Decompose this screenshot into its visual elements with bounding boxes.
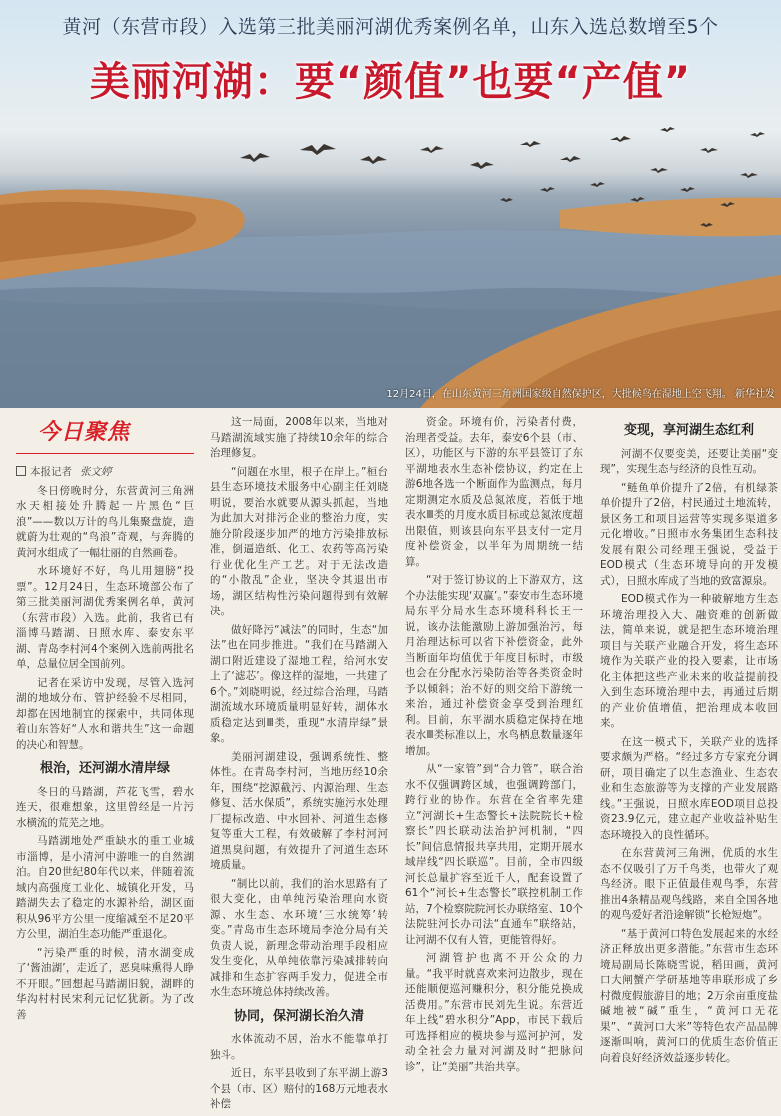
paragraph: 冬日傍晚时分，东营黄河三角洲水天相接处升腾起一片黑色“巨浪”——数以万计的鸟儿集聚盘旋，造就蔚为壮观的“鸟浪”奇观，与奔腾的黄河水组成了一幅壮丽的自然画卷。 <box>16 484 194 559</box>
column-2 <box>210 415 388 1116</box>
paragraph: “基于黄河口特色发展起来的水经济正释放出更多潜能。”东营市生态环境局副局长陈晓雪说，稻田画，黄河口大闸蟹产学研基地等串联形成了乡村微度假旅游目的地；2万余亩重度盐碱地被“碱”重生，“黄河口无花果”、“黄河口大米”等特色农产品品牌逐渐叫响，黄河口的优质生态价值正向着良好经济效益逐步转化。 <box>600 927 778 1064</box>
byline-label: 本报记者 <box>30 466 72 478</box>
paragraph: 这一局面，2008年以来，当地对马踏湖流域实施了持续10余年的综合治理修复。 <box>210 416 388 459</box>
paragraph: “制比以前，我们的治水思路有了很大变化，由单纯污染治理向水资源、水生态、水环境‘三水统筹’转变。”青岛市生态环境局李沧分局有关负责人说，新理念带动治理手段相应发生变化，从单纯依靠污染减排转向减排和生态扩容两手发力，促进全市水生态环境总体持续改善。 <box>210 877 388 998</box>
column-3 <box>405 415 583 1078</box>
headline: 美丽河湖：要“颜值”也要“产值” <box>89 59 692 105</box>
paragraph: 记者在采访中发现，尽管入选河湖的地域分布、管护经验不尽相同，却都在因地制宜的探索中，共同体现着山东答好“人水和谐共生”这一命题的决心和智慧。 <box>16 676 194 751</box>
hero-photo <box>0 0 781 408</box>
paragraph: 在这一模式下，关联产业的选择要求颇为严格。“经过多方专家充分调研，项目确定了以生态渔业、生态农业和生态旅游等为支撑的产业发展路线。”王强说，日照水库EOD项目总投资23.9亿元，建立起产业收益补贴生态环境投入的良性循环。 <box>600 735 778 841</box>
section-heading: 变现，享河湖生态红利 <box>623 423 754 438</box>
column-1 <box>16 415 194 1026</box>
paragraph: 马踏湖地处严重缺水的重工业城市淄博，是小清河中游唯一的自然湖泊。自20世纪80年代以来，伴随着流域内高强度工业化、城镇化开发，马踏湖失去了稳定的水源补给，湖区面积从96平方公里一度缩减至不足20平方公里，湖泊生态功能严重退化。 <box>16 835 194 940</box>
byline <box>16 465 194 481</box>
paragraph: “污染严重的时候，清水湖变成了‘酱油湖’，走近了，恶臭味熏得人睁不开眼。”回想起马踏湖旧貌，湖畔的华沟村村民宋利元记忆犹新。为了改善 <box>16 946 194 1021</box>
byline-box-icon <box>16 466 26 476</box>
section-heading: 根治，还河湖水清岸绿 <box>39 761 170 776</box>
paragraph: 近日，东平县收到了东平湖上游3个县（市、区）赔付的168万元地表水补偿 <box>210 1067 388 1110</box>
reed-bank-far <box>560 198 781 237</box>
byline-author: 张文婷 <box>80 466 112 478</box>
article-body <box>16 415 778 1110</box>
photo-caption: 12月24日，在山东黄河三角洲国家级自然保护区，大批候鸟在湿地上空飞翔。 新华社发 <box>386 389 775 400</box>
section-heading: 协同，保河湖长治久清 <box>233 1008 364 1024</box>
column-logo-text: 今日聚焦 <box>38 420 131 445</box>
paragraph: 水体流动不居，治水不能靠单打独斗。 <box>210 1033 388 1061</box>
paragraph: 河湖管护也离不开公众的力量。“我平时就喜欢来河边散步，现在还能顺便巡河赚积分，积分能兑换成活费用。”东营市民刘先生说。东营近年上线“碧水积分”App，市民下载后可选择相应的模块参与巡河护河，发动全社会力量对河湖及时“把脉问诊”，让“美丽”共治共享。 <box>405 952 583 1073</box>
paragraph: 水环境好不好，鸟儿用翅膀“投票”。12月24日，生态环境部公布了第三批美丽河湖优秀案例名单，黄河（东营市段）入选。此前，我省已有淄博马踏湖、日照水库、泰安东平湖、青岛李村河4个案例入选前两批名单，总量位居全国前列。 <box>16 565 194 670</box>
paragraph: “问题在水里，根子在岸上。”桓台县生态环境技术服务中心副主任刘晓明说，要治水就要从源头抓起，当地为此加大对排污企业的整治力度，实施分阶段逐步加严的地方污染排放标准，倒逼造纸、化工、农药等高污染行业优化生产工艺。对于无法改造的“小散乱”企业，坚决令其退出市场，湖区结构性污染问题得到有效解决。 <box>210 465 388 617</box>
paragraph: 资金。环境有价，污染者付费，治理者受益。去年，泰安6个县（市、区），功能区与下游的东平县签订了东平湖地表水生态补偿协议，约定在上游6地各选一个断面作为监测点，每月定期测定水质及总氮浓度，若低于地表水Ⅲ类的月度水质目标或总氮浓度超出限值，则该县向东平县支付一定月度补偿资金，以半年为周期统一结算。 <box>405 416 583 568</box>
paragraph: 在东营黄河三角洲，优质的水生态不仅吸引了万千鸟类，也带火了观鸟经济。眼下正值最佳观鸟季，东营推出4条精品观鸟线路，来自全国各地的观鸟爱好者沿途解锁“长枪短炮”。 <box>600 847 778 921</box>
subheadline: 黄河（东营市段）入选第三批美丽河湖优秀案例名单，山东入选总数增至5个 <box>62 16 719 38</box>
paragraph: 美丽河湖建设，强调系统性、整体性。在青岛李村河，当地历经10余年，围绕“挖源截污、内源治理、生态修复、活水保质”，系统实施污水处理厂提标改造、中水回补、河道生态修复等重大工程，有效破解了李村河河道黑臭问题，有效提升了河道生态环境质量。 <box>210 750 388 871</box>
column-logo-rule <box>16 453 194 454</box>
paragraph: 从“一家管”到“合力管”，联合治水不仅强调跨区域，也强调跨部门，跨行业的协作。东营在全省率先建立“河湖长+生态警长+法院院长+检察长”四长联动法治护河机制，“四长”间信息情报共享共用，定期开展水域岸线“四长联巡”。目前，全市四级河长总量扩容至近千人，配套设置了61个“河长+生态警长”联控机制工作站，7个检察院院河长办联络室、10个法院驻河长办司法“直通车”联络站，让河湖不仅有人管，更能管得好。 <box>405 763 583 946</box>
column-4 <box>600 415 778 1069</box>
paragraph: “对于签订协议的上下游双方，这个办法能实现‘双赢’。”泰安市生态环境局东平分局水生态环境科科长王一说，该办法能激励上游加强治污，每月治理达标可以省下补偿资金，此外当断面年均值优于年度目标时，市级也会在分配水污染防治等各类资金时予以倾斜；治不好的则交给下游统一来治，通过补偿资金享受到治理红利。目前，东平湖水质稳定保持在地表水Ⅲ类标准以上，水鸟栖息数量逐年增加。 <box>405 574 583 757</box>
paragraph: “鲢鱼单价提升了2倍，有机绿茶单价提升了2倍，村民通过土地流转，景区务工和项目运营等实现多渠道多元化增收。”日照市水务集团生态科技发展有限公司经理王强说，受益于EOD模式（生态环境导向的开发模式），日照水库成了当地的致富源泉。 <box>600 481 778 587</box>
column-logo <box>16 421 194 459</box>
paragraph: 河湖不仅要变美，还要让美丽“变现”，实现生态与经济的良性互动。 <box>600 447 778 475</box>
paragraph: 做好降污“减法”的同时，生态“加法”也在同步推进。“我们在马踏湖入湖口附近建设了湿地工程，给河水安上了‘滤芯’。像这样的湿地，一共建了6个。”刘晓明说，经过综合治理，马踏湖流域水环境质量明显好转，湖体水质稳定达到Ⅲ类，重现“水清岸绿”景象。 <box>210 623 388 744</box>
paragraph: 冬日的马踏湖，芦花飞雪，碧水连天，很难想象，这里曾经是一片污水横流的荒芜之地。 <box>16 785 194 829</box>
paragraph: EOD模式作为一种破解地方生态环境治理投入大、融资难的创新做法，简单来说，就是把生态环境治理项目与关联产业融合开发，将生态环境作为关联产业的投入要素，让市场化主体把这些产业未来的收益提前投入到生态环境治理中去，再通过后期的产业价值增值，把治理成本收回来。 <box>600 593 778 729</box>
